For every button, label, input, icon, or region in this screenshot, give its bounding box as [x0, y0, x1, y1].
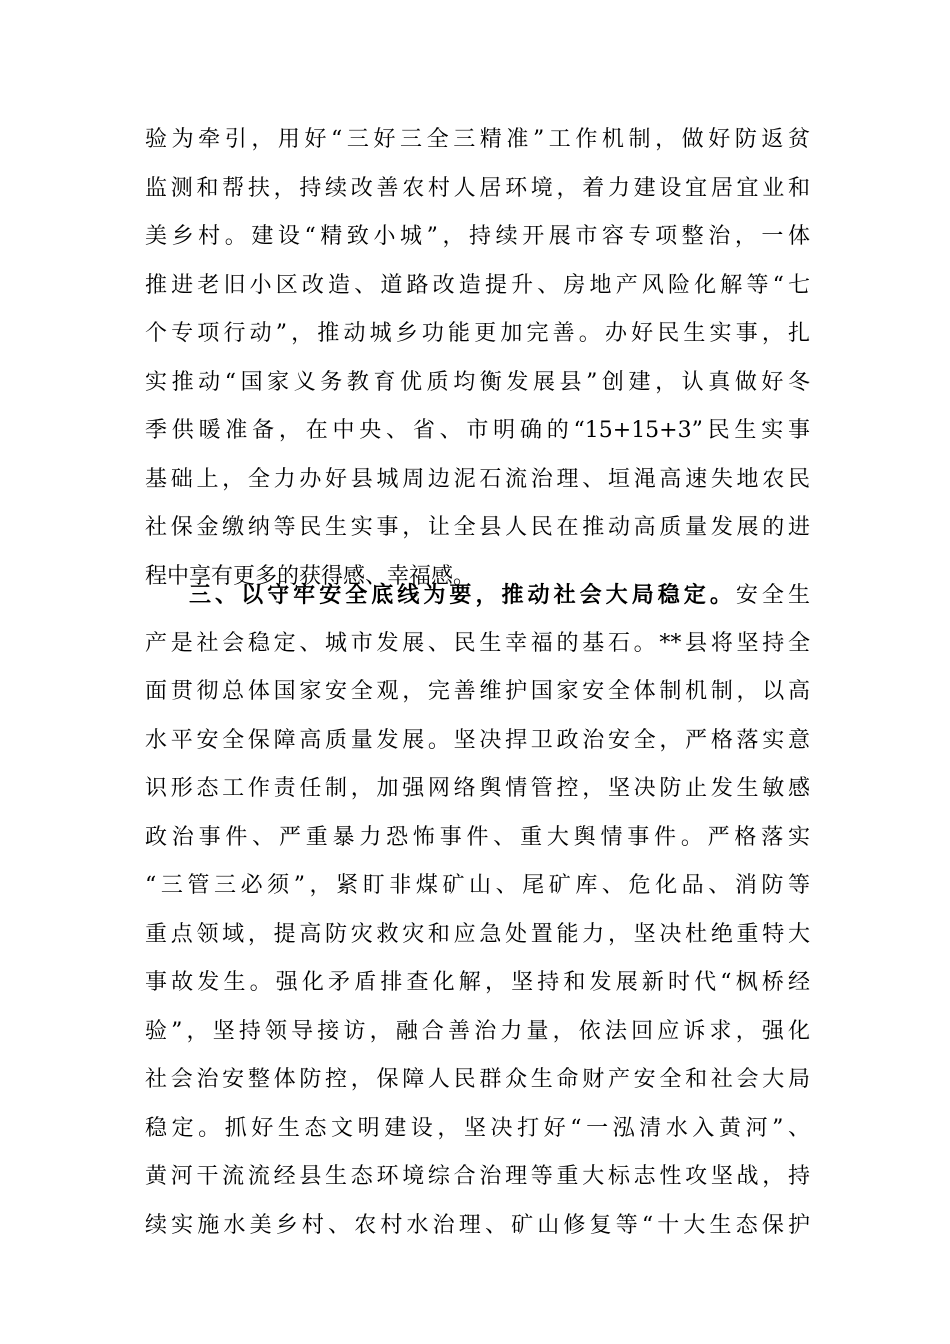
text-line: 面贯彻总体国家安全观，完善维护国家安全体制机制，以高	[145, 679, 810, 704]
text-line: 事故发生。强化矛盾排查化解，坚持和发展新时代“枫桥经	[145, 970, 810, 995]
text-line: 重点领域，提高防灾救灾和应急处置能力，坚决杜绝重特大	[145, 921, 810, 947]
text-line: 稳定。抓好生态文明建设，坚决打好“一泓清水入黄河”、	[145, 1115, 810, 1141]
paragraph-livelihood	[145, 116, 810, 601]
paragraph-security	[145, 571, 810, 1250]
text-line: 识形态工作责任制，加强网络舆情管控，坚决防止发生敏感	[145, 776, 810, 801]
text-line: 实推动“国家义务教育优质均衡发展县”创建，认真做好冬	[145, 369, 810, 395]
text-line: 续实施水美乡村、农村水治理、矿山修复等“十大生态保护	[145, 1212, 810, 1238]
text-line: 季供暖准备，在中央、省、市明确的“15+15+3”民生实事	[145, 418, 810, 443]
text-line: 社会治安整体防控，保障人民群众生命财产安全和社会大局	[145, 1067, 810, 1092]
text-line: 美乡村。建设“精致小城”，持续开展市容专项整治，一体	[145, 224, 810, 249]
text-line: 黄河干流流经县生态环境综合治理等重大标志性攻坚战，持	[145, 1164, 810, 1189]
text-line: 验为牵引，用好“三好三全三精准”工作机制，做好防返贫	[145, 127, 810, 152]
text-line: 推进老旧小区改造、道路改造提升、房地产风险化解等“七	[145, 272, 810, 298]
text-line: “三管三必须”，紧盯非煤矿山、尾矿库、危化品、消防等	[145, 873, 810, 898]
text-line: 产是社会稳定、城市发展、民生幸福的基石。**县将坚持全	[145, 630, 810, 656]
text-line: 程中享有更多的获得感、幸福感。	[145, 563, 476, 589]
text-line: 水平安全保障高质量发展。坚决捍卫政治安全，严格落实意	[145, 727, 810, 753]
text-line: 政治事件、严重暴力恐怖事件、重大舆情事件。严格落实	[145, 824, 810, 850]
text-line: 验”，坚持领导接访，融合善治力量，依法回应诉求，强化	[145, 1018, 810, 1044]
section-heading: 三、以守牢安全底线为要，推动社会大局稳定。	[189, 582, 736, 608]
text-line: 个专项行动”，推动城乡功能更加完善。办好民生实事，扎	[145, 321, 810, 346]
text-line: 基础上，全力办好县城周边泥石流治理、垣渑高速失地农民	[145, 466, 810, 492]
text-line: 监测和帮扶，持续改善农村人居环境，着力建设宜居宜业和	[145, 175, 810, 201]
section-heading-line	[145, 571, 810, 620]
heading-line-rest: 安全生	[735, 583, 810, 608]
text-line: 社保金缴纳等民生实事，让全县人民在推动高质量发展的进	[145, 515, 810, 540]
